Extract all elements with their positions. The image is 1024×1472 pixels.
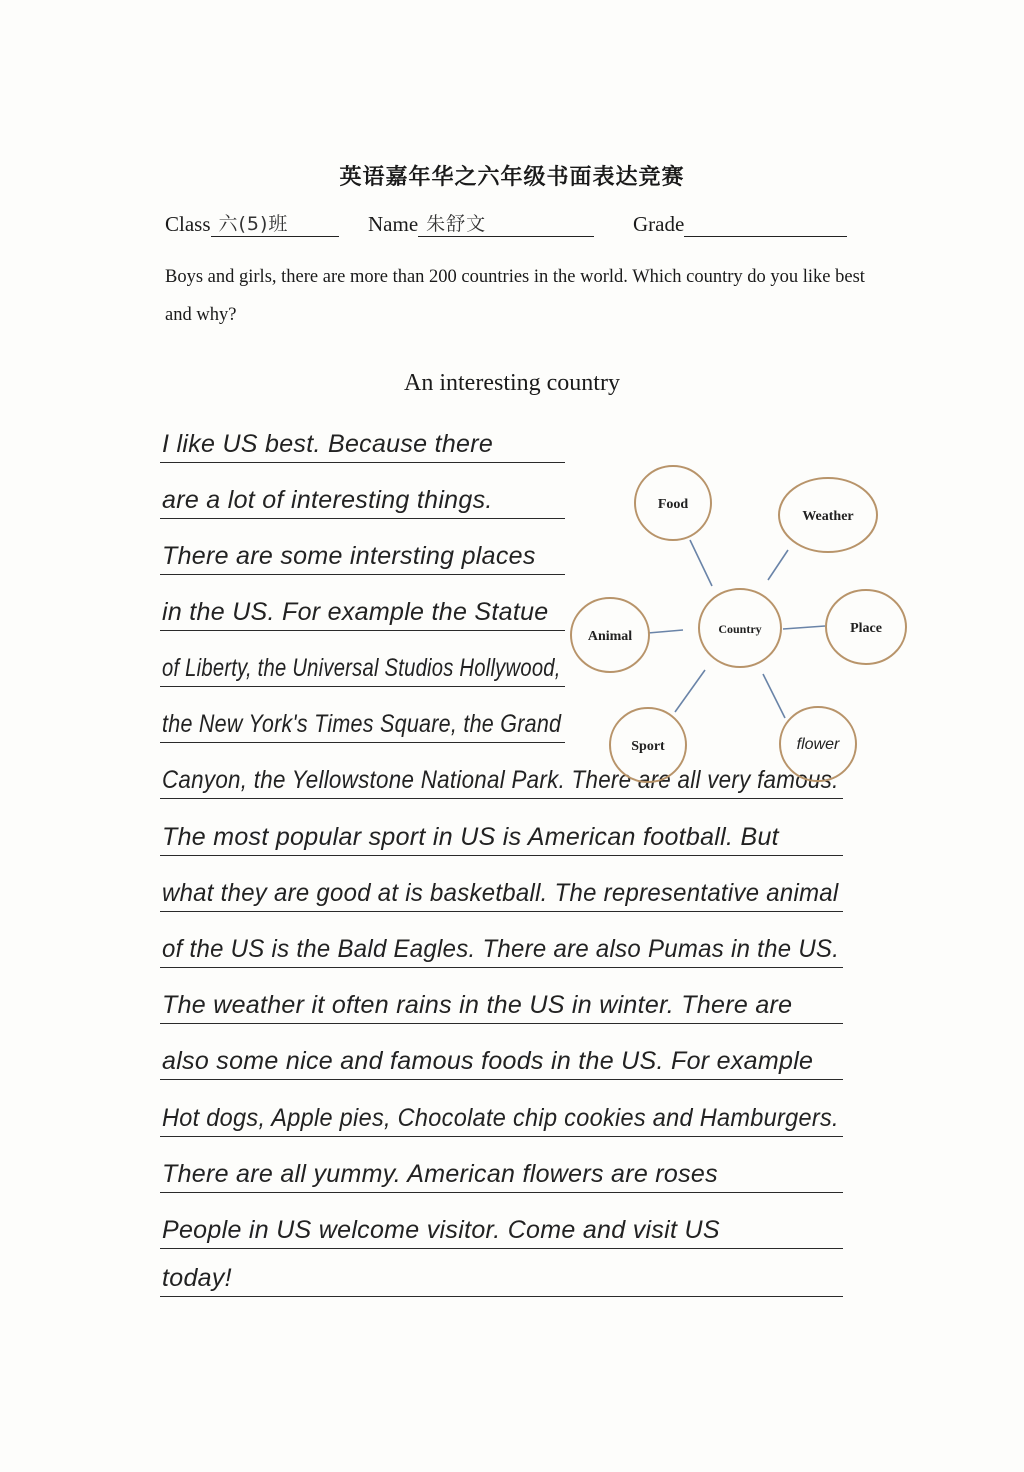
essay-line [160, 871, 843, 912]
connector-weather [768, 550, 788, 580]
essay-line-text: today! [162, 1264, 232, 1292]
essay-line [160, 646, 565, 687]
essay-line [160, 478, 565, 519]
essay-line [160, 534, 565, 575]
essay-line [160, 590, 565, 631]
page-title: 英语嘉年华之六年级书面表达竞赛 [339, 165, 685, 190]
connector-food [690, 540, 712, 586]
node-weather-label: Weather [802, 509, 854, 524]
essay-line-text: of Liberty, the Universal Studios Hollywood, [162, 654, 561, 682]
node-food-label: Food [657, 497, 689, 512]
essay-line-text: Canyon, the Yellowstone National Park. There are all very famous. [162, 766, 839, 794]
essay-line-text: There are all yummy. American flowers are roses [162, 1160, 718, 1188]
grade-blank [684, 210, 847, 237]
mindmap-nodes [571, 466, 906, 782]
node-center-label: Country [718, 622, 762, 636]
essay-line-text: of the US is the Bald Eagles. There are also Pumas in the US. [162, 935, 840, 963]
essay-line-text: are a lot of interesting things. [162, 486, 493, 514]
essay-line [160, 815, 843, 856]
grade-label: Grade [633, 212, 685, 236]
class-value: 六(5)班 [218, 213, 289, 235]
essay-line-text: The weather it often rains in the US in winter. There are [162, 991, 793, 1019]
essay-line [160, 702, 565, 743]
essay-line-text: I like US best. Because there [162, 430, 494, 458]
essay-line [160, 1096, 843, 1137]
essay-line-text: People in US welcome visitor. Come and visit US [162, 1216, 720, 1244]
essay-line-text: Hot dogs, Apple pies, Chocolate chip cookies and Hamburgers. [162, 1104, 839, 1132]
essay-line [160, 1152, 843, 1193]
essay-line [160, 1039, 843, 1080]
connector-animal [648, 630, 683, 633]
essay-line [160, 927, 843, 968]
essay-line-text: There are some intersting places [162, 542, 536, 570]
essay-line-text: what they are good at is basketball. The representative animal [162, 879, 839, 907]
name-value: 朱舒文 [426, 213, 487, 235]
essay-line [160, 983, 843, 1024]
class-blank [211, 210, 339, 237]
node-flower-label: flower [796, 736, 840, 753]
essay-line [160, 1256, 843, 1297]
connector-sport [675, 670, 705, 712]
class-field [165, 210, 339, 237]
essay-line-text: the New York's Times Square, the Grand [162, 710, 562, 738]
essay-line [160, 1208, 843, 1249]
essay-line [160, 422, 565, 463]
essay-line-text: in the US. For example the Statue [162, 598, 549, 626]
name-label: Name [368, 212, 419, 236]
essay-title: An interesting country [404, 370, 620, 396]
grade-field [633, 210, 847, 237]
node-sport-label: Sport [631, 739, 665, 754]
node-place-label: Place [850, 621, 882, 636]
mindmap-svg [560, 460, 920, 790]
connector-place [783, 626, 825, 629]
node-animal-label: Animal [587, 629, 633, 644]
student-info-row [165, 210, 865, 244]
mindmap-diagram [560, 460, 920, 790]
essay-line-text: also some nice and famous foods in the US. For example [162, 1047, 814, 1075]
connector-flower [763, 674, 785, 718]
class-label: Class [165, 212, 211, 236]
prompt-text: Boys and girls, there are more than 200 countries in the world. Which country do you like best and why? [165, 267, 865, 325]
name-field [368, 210, 594, 237]
essay-line-text: The most popular sport in US is American football. But [162, 823, 779, 851]
name-blank [418, 210, 594, 237]
